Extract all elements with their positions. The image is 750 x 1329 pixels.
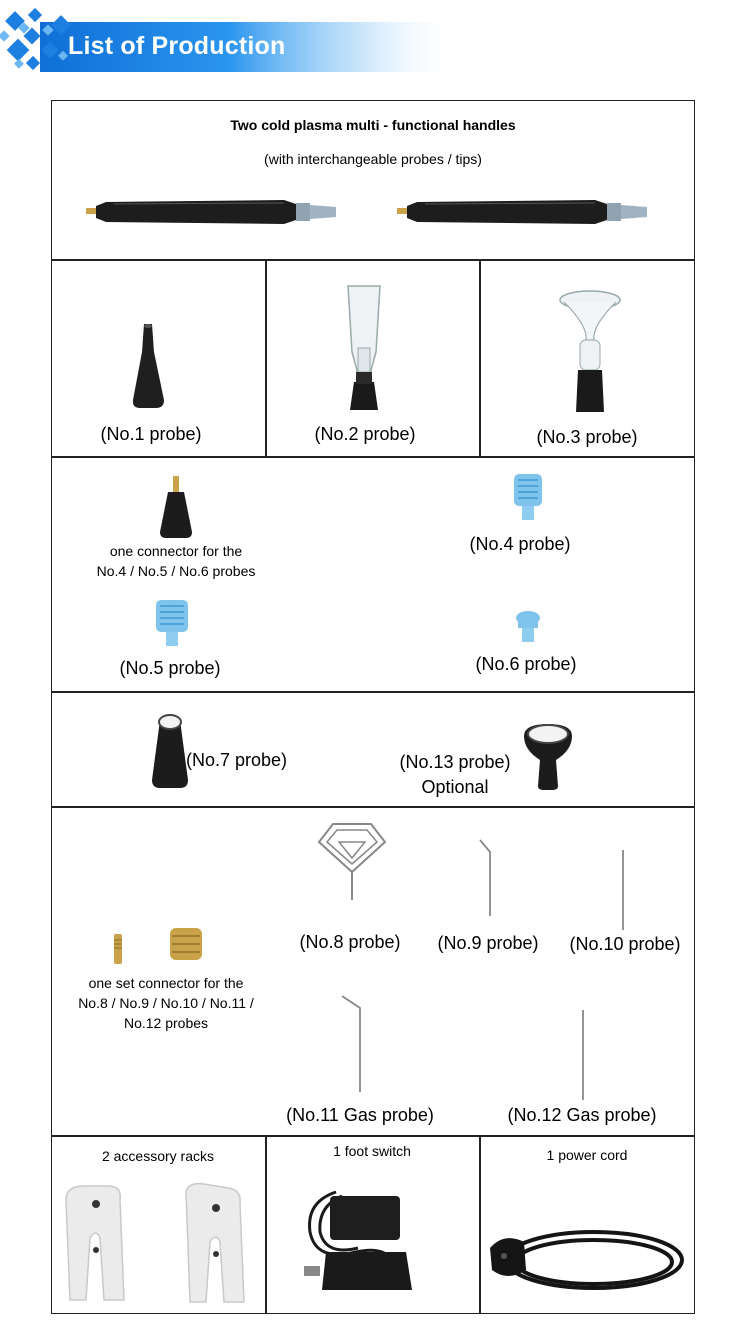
probe-1-image xyxy=(130,322,168,410)
connector-label: one connector for the xyxy=(109,543,243,559)
probe-8-image xyxy=(317,820,387,900)
probe-9-image xyxy=(478,838,498,918)
power-cord-image xyxy=(484,1212,690,1306)
probe-6-label: (No.6 probe) xyxy=(475,654,577,674)
probe-1-label: (No.1 probe) xyxy=(100,424,202,444)
power-cord-label: 1 power cord xyxy=(546,1147,628,1163)
plasma-handle-image xyxy=(84,192,340,232)
row-divider xyxy=(51,456,695,458)
foot-switch-image xyxy=(296,1182,416,1302)
probe-5-label: (No.5 probe) xyxy=(119,658,221,678)
probe-2-image xyxy=(344,282,384,414)
brass-connector-large-image xyxy=(166,924,206,964)
probe-8-label: (No.8 probe) xyxy=(299,932,401,952)
plasma-handle-image xyxy=(395,192,651,232)
row-divider xyxy=(51,691,695,693)
page-title: List of Production xyxy=(68,32,286,60)
probe-11-image xyxy=(340,994,370,1094)
brass-connector-small-image xyxy=(108,934,128,964)
accessory-racks-image xyxy=(60,1180,260,1306)
set-connector-label: one set connector for the xyxy=(88,975,244,991)
probe-13-image xyxy=(520,720,576,792)
set-connector-label: No.8 / No.9 / No.10 / No.11 / xyxy=(78,995,254,1011)
handles-title: Two cold plasma multi - functional handles xyxy=(230,117,516,133)
probe-7-label: (No.7 probe) xyxy=(186,750,288,770)
probe-6-image xyxy=(514,610,542,644)
row-divider xyxy=(51,806,695,808)
probe-13-note: Optional xyxy=(421,777,489,797)
foot-switch-label: 1 foot switch xyxy=(333,1143,411,1159)
connector-label: No.4 / No.5 / No.6 probes xyxy=(96,563,256,579)
row-divider xyxy=(51,259,695,261)
probe-9-label: (No.9 probe) xyxy=(437,933,539,953)
row-divider xyxy=(51,1135,695,1137)
probe-10-image xyxy=(618,848,628,932)
connector-image xyxy=(156,476,196,540)
probe-5-image xyxy=(152,598,192,648)
probe-13-label: (No.13 probe) xyxy=(399,752,511,772)
probe-3-label: (No.3 probe) xyxy=(536,427,638,447)
probe-2-label: (No.2 probe) xyxy=(314,424,416,444)
racks-label: 2 accessory racks xyxy=(101,1148,215,1164)
probe-7-image xyxy=(150,714,190,790)
probe-10-label: (No.10 probe) xyxy=(569,934,681,954)
probe-12-image xyxy=(578,1008,588,1102)
col-divider xyxy=(265,1135,267,1314)
probe-12-label: (No.12 Gas probe) xyxy=(507,1105,657,1125)
probe-3-image xyxy=(558,290,622,414)
handles-subtitle: (with interchangeable probes / tips) xyxy=(264,151,482,167)
probe-11-label: (No.11 Gas probe) xyxy=(286,1105,434,1125)
header-banner xyxy=(0,0,750,90)
probe-4-label: (No.4 probe) xyxy=(469,534,571,554)
set-connector-label: No.12 probes xyxy=(123,1015,209,1031)
probe-4-image xyxy=(510,472,546,522)
